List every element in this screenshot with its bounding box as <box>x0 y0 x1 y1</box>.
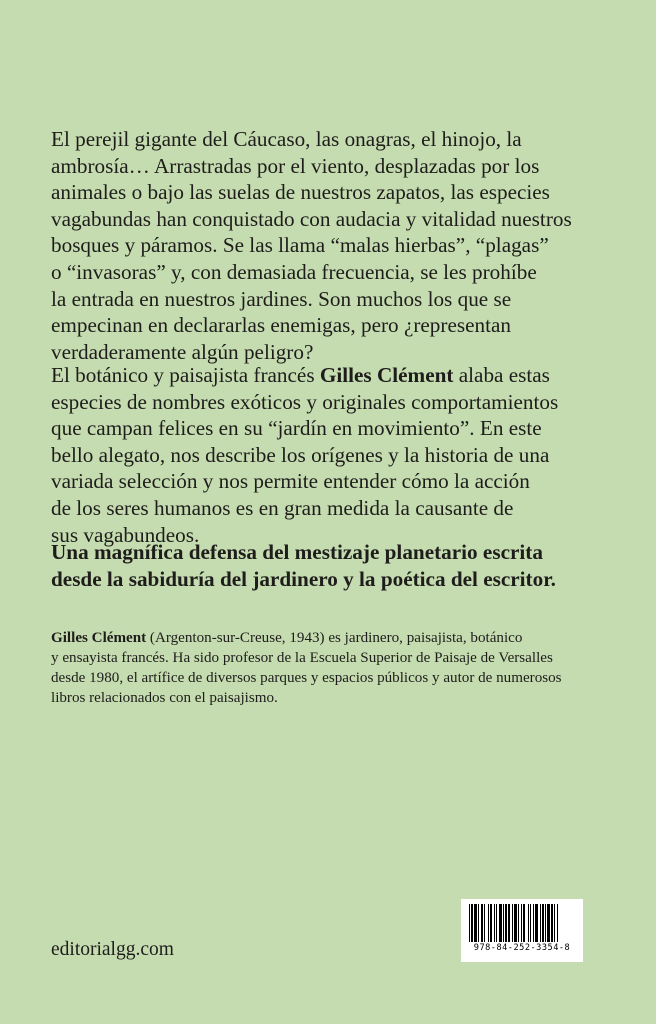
text-line: libros relacionados con el paisajismo. <box>51 690 278 706</box>
text-line: especies de nombres exóticos y originales comportamientos <box>51 389 559 414</box>
text-line: bosques y páramos. Se las llama “malas hierbas”, “plagas” <box>51 233 549 258</box>
barcode-bar <box>521 904 522 942</box>
text-fragment: alaba estas <box>453 363 550 387</box>
barcode-bar <box>530 904 531 942</box>
text-line <box>51 628 611 648</box>
text-line <box>51 362 611 389</box>
barcode-icon <box>468 904 576 942</box>
barcode-bar <box>484 904 485 942</box>
barcode-bar <box>518 904 519 942</box>
text-line: desde la sabiduría del jardinero y la poética del escritor. <box>51 567 556 591</box>
text-line: El perejil gigante del Cáucaso, las onagras, el hinojo, la <box>51 127 522 151</box>
barcode-bar <box>478 904 479 942</box>
text-line: variada selección y nos permite entender cómo la acción <box>51 469 530 494</box>
barcode-bar <box>481 904 483 942</box>
barcode-bar <box>514 904 517 942</box>
author-name: Gilles Clément <box>319 363 454 387</box>
barcode-bar <box>469 904 470 942</box>
barcode-bar <box>505 904 507 942</box>
text-line: que campan felices en su “jardín en movimiento”. En este <box>51 416 542 441</box>
text-line: bello alegato, nos describe los orígenes y la historia de una <box>51 442 550 467</box>
text-line: sus vagabundeos. <box>51 522 200 547</box>
author-bio <box>51 628 611 708</box>
text-line: la entrada en nuestros jardines. Son muchos los que se <box>51 286 512 311</box>
barcode-bar <box>528 904 529 942</box>
barcode-bar <box>545 904 546 942</box>
text-line: y ensayista francés. Ha sido profesor de la Escuela Superior de Paisaje de Versalles <box>51 650 553 666</box>
text-line: ambrosía… Arrastradas por el viento, desplazadas por los <box>51 153 540 178</box>
text-line: vagabundas han conquistado con audacia y vitalidad nuestros <box>51 206 572 231</box>
text-line: de los seres humanos es en gran medida la causante de <box>51 495 514 520</box>
isbn-number: 978-84-252-3354-8 <box>473 943 571 953</box>
barcode-bar <box>496 904 497 942</box>
publisher-website: editorialgg.com <box>51 939 174 960</box>
barcode-bar <box>512 904 513 942</box>
tagline <box>51 539 621 593</box>
barcode-bar <box>547 904 550 942</box>
barcode-bar <box>535 904 538 942</box>
blurb-paragraph-2 <box>51 362 611 548</box>
text-line: o “invasoras” y, con demasiada frecuencia, se les prohíbe <box>51 259 537 284</box>
text-line: empecinan en declararlas enemigas, pero ¿representan <box>51 313 511 338</box>
text-line: Una magnífica defensa del mestizaje planetario escrita <box>51 540 543 564</box>
barcode-bar <box>474 904 477 942</box>
text-line: desde 1980, el artífice de diversos parques y espacios públicos y autor de numerosos <box>51 670 562 686</box>
barcode-bar <box>554 904 555 942</box>
barcode-bar <box>523 904 525 942</box>
barcode-bar <box>494 904 495 942</box>
barcode-bar <box>551 904 553 942</box>
text-line: animales o bajo las suelas de nuestros zapatos, las especies <box>51 180 550 205</box>
text-line: verdaderamente algún peligro? <box>51 339 314 364</box>
barcode-bar <box>490 904 492 942</box>
barcode-bar <box>557 904 558 942</box>
barcode-bar <box>508 904 510 942</box>
barcode-bar <box>488 904 489 942</box>
text-fragment: El botánico y paisajista francés <box>51 363 320 387</box>
isbn-barcode <box>461 899 583 962</box>
bio-author-name: Gilles Clément <box>51 630 147 646</box>
barcode-bar <box>540 904 541 942</box>
barcode-bar <box>499 904 502 942</box>
barcode-bar <box>533 904 534 942</box>
blurb-paragraph-1 <box>51 126 611 365</box>
barcode-bar <box>471 904 473 942</box>
text-fragment: (Argenton-sur-Creuse, 1943) es jardinero, paisajista, botánico <box>146 630 523 646</box>
barcode-bar <box>503 904 504 942</box>
barcode-bar <box>542 904 544 942</box>
